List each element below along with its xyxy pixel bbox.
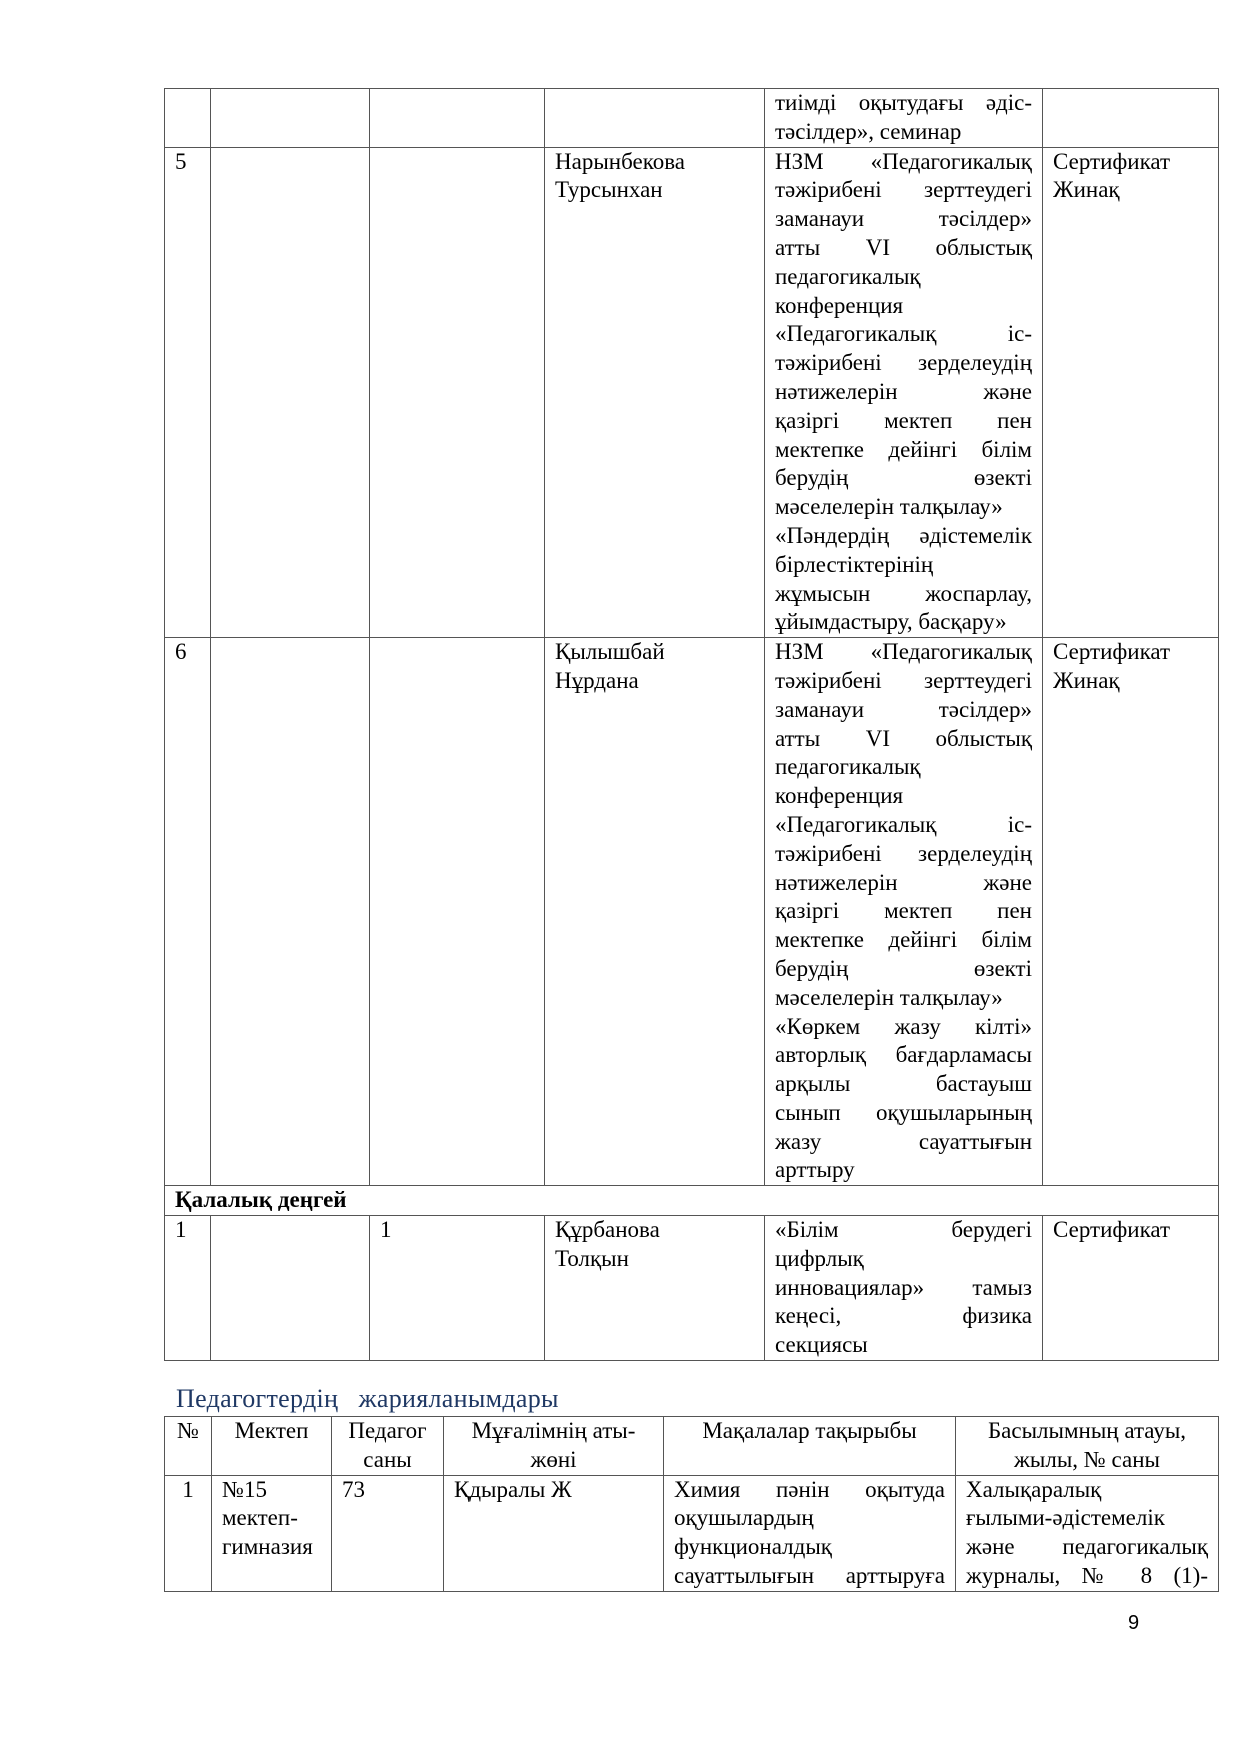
row-number: 6 xyxy=(165,638,211,1186)
event-line: қазіргі мектеп пен xyxy=(775,898,1032,924)
result-cell: Сертификат Жинақ xyxy=(1043,147,1219,638)
event-line: педагогикалық xyxy=(775,754,921,780)
event-line: арттыру xyxy=(775,1157,855,1183)
event-line: «Педагогикалық іс- xyxy=(775,811,1032,837)
event-line: НЗМ «Педагогикалық xyxy=(775,639,1032,665)
event-line: секциясы xyxy=(775,1332,868,1358)
event-line: конференция xyxy=(775,783,904,809)
header-publication: Басылымның атауы, жылы, № саны xyxy=(956,1417,1219,1476)
table-row xyxy=(165,1216,1219,1361)
teacher-name: Қдыралы Ж xyxy=(444,1475,664,1591)
event-line: тәжірибені зерделеудің xyxy=(775,840,1032,866)
table-row xyxy=(165,89,1219,148)
table-row xyxy=(165,147,1219,638)
publications-table xyxy=(164,1416,1219,1592)
event-line: сынып оқушыларының xyxy=(775,1099,1032,1125)
event-line: атты VI облыстық xyxy=(775,234,1032,260)
event-line: мәселелерін талқылау» xyxy=(775,984,1003,1010)
event-line: авторлық бағдарламасы xyxy=(775,1042,1032,1068)
school-cell: №15 мектеп- гимназия xyxy=(212,1475,332,1591)
header-topic: Мақалалар тақырыбы xyxy=(664,1417,956,1476)
count-cell: 1 xyxy=(370,1216,545,1361)
event-line: жұмысын жоспарлау, xyxy=(775,580,1032,606)
event-line: тәжірибені зерттеудегі xyxy=(775,177,1032,203)
header-num: № xyxy=(165,1417,212,1476)
event-line: тәжірибені зерттеудегі xyxy=(775,667,1032,693)
event-cell: тиімді оқытудағы әдіс- тәсілдер», семинар xyxy=(765,89,1043,148)
event-line: «Пәндердің әдістемелік xyxy=(775,522,1032,548)
event-line: атты VI облыстық xyxy=(775,725,1032,751)
event-line: берудің өзекті xyxy=(775,955,1032,981)
event-line: нәтижелерін және xyxy=(775,869,1032,895)
row-number: 1 xyxy=(165,1216,211,1361)
section-header-row xyxy=(165,1186,1219,1216)
event-line: мәселелерін талқылау» xyxy=(775,494,1003,520)
row-number: 1 xyxy=(165,1475,212,1591)
event-line: тәжірибені зерделеудің xyxy=(775,350,1032,376)
event-line: арқылы бастауыш xyxy=(775,1071,1032,1097)
event-line: «Білім берудегі xyxy=(775,1217,1032,1243)
teacher-name: Құрбанова Толқын xyxy=(545,1216,765,1361)
event-line: қазіргі мектеп пен xyxy=(775,407,1032,433)
header-school: Мектеп xyxy=(212,1417,332,1476)
topic-cell: Химия пәнін оқытуда оқушылардың функционалдық сауаттылығын арттыруға xyxy=(664,1475,956,1591)
table-row xyxy=(165,638,1219,1186)
event-line: инновациялар» тамыз xyxy=(775,1274,1032,1300)
event-line: цифрлық xyxy=(775,1245,864,1271)
event-line: «Көркем жазу кілті» xyxy=(775,1013,1032,1039)
teacher-name: Нарынбекова Турсынхан xyxy=(545,147,765,638)
event-line: заманауи тәсілдер» xyxy=(775,696,1032,722)
event-line: ұйымдастыру, басқару» xyxy=(775,609,1007,635)
event-line: педагогикалық xyxy=(775,263,921,289)
event-line: конференция xyxy=(775,292,904,318)
event-line: кеңесі, физика xyxy=(775,1303,1032,1329)
event-line: заманауи тәсілдер» xyxy=(775,206,1032,232)
result-cell: Сертификат Жинақ xyxy=(1043,638,1219,1186)
event-line: мектепке дейінгі білім xyxy=(775,436,1032,462)
table-row xyxy=(165,1475,1219,1591)
publications-heading: Педагогтердің жарияланымдары xyxy=(176,1384,559,1413)
header-teacher-name: Мұғалімнің аты- жөні xyxy=(444,1417,664,1476)
event-cell xyxy=(765,638,1043,1186)
result-cell: Сертификат xyxy=(1043,1216,1219,1361)
events-table xyxy=(164,88,1219,1361)
event-line: нәтижелерін және xyxy=(775,378,1032,404)
event-line: НЗМ «Педагогикалық xyxy=(775,148,1032,174)
teachers-count: 73 xyxy=(332,1475,444,1591)
event-line: берудің өзекті xyxy=(775,465,1032,491)
event-cell xyxy=(765,147,1043,638)
teacher-name: Қылышбай Нұрдана xyxy=(545,638,765,1186)
header-row xyxy=(165,1417,1219,1476)
event-line: бірлестіктерінің xyxy=(775,551,934,577)
row-number: 5 xyxy=(165,147,211,638)
event-line: мектепке дейінгі білім xyxy=(775,927,1032,953)
event-line: «Педагогикалық іс- xyxy=(775,321,1032,347)
event-line: жазу сауаттығын xyxy=(775,1128,1032,1154)
page-number: 9 xyxy=(1128,1612,1140,1634)
header-teachers: Педагог саны xyxy=(332,1417,444,1476)
section-title: Қалалық деңгей xyxy=(165,1186,1219,1216)
event-cell xyxy=(765,1216,1043,1361)
publication-cell: Халықаралық ғылыми-әдістемелік және педагогикалық журналы, № 8 (1)- xyxy=(956,1475,1219,1591)
